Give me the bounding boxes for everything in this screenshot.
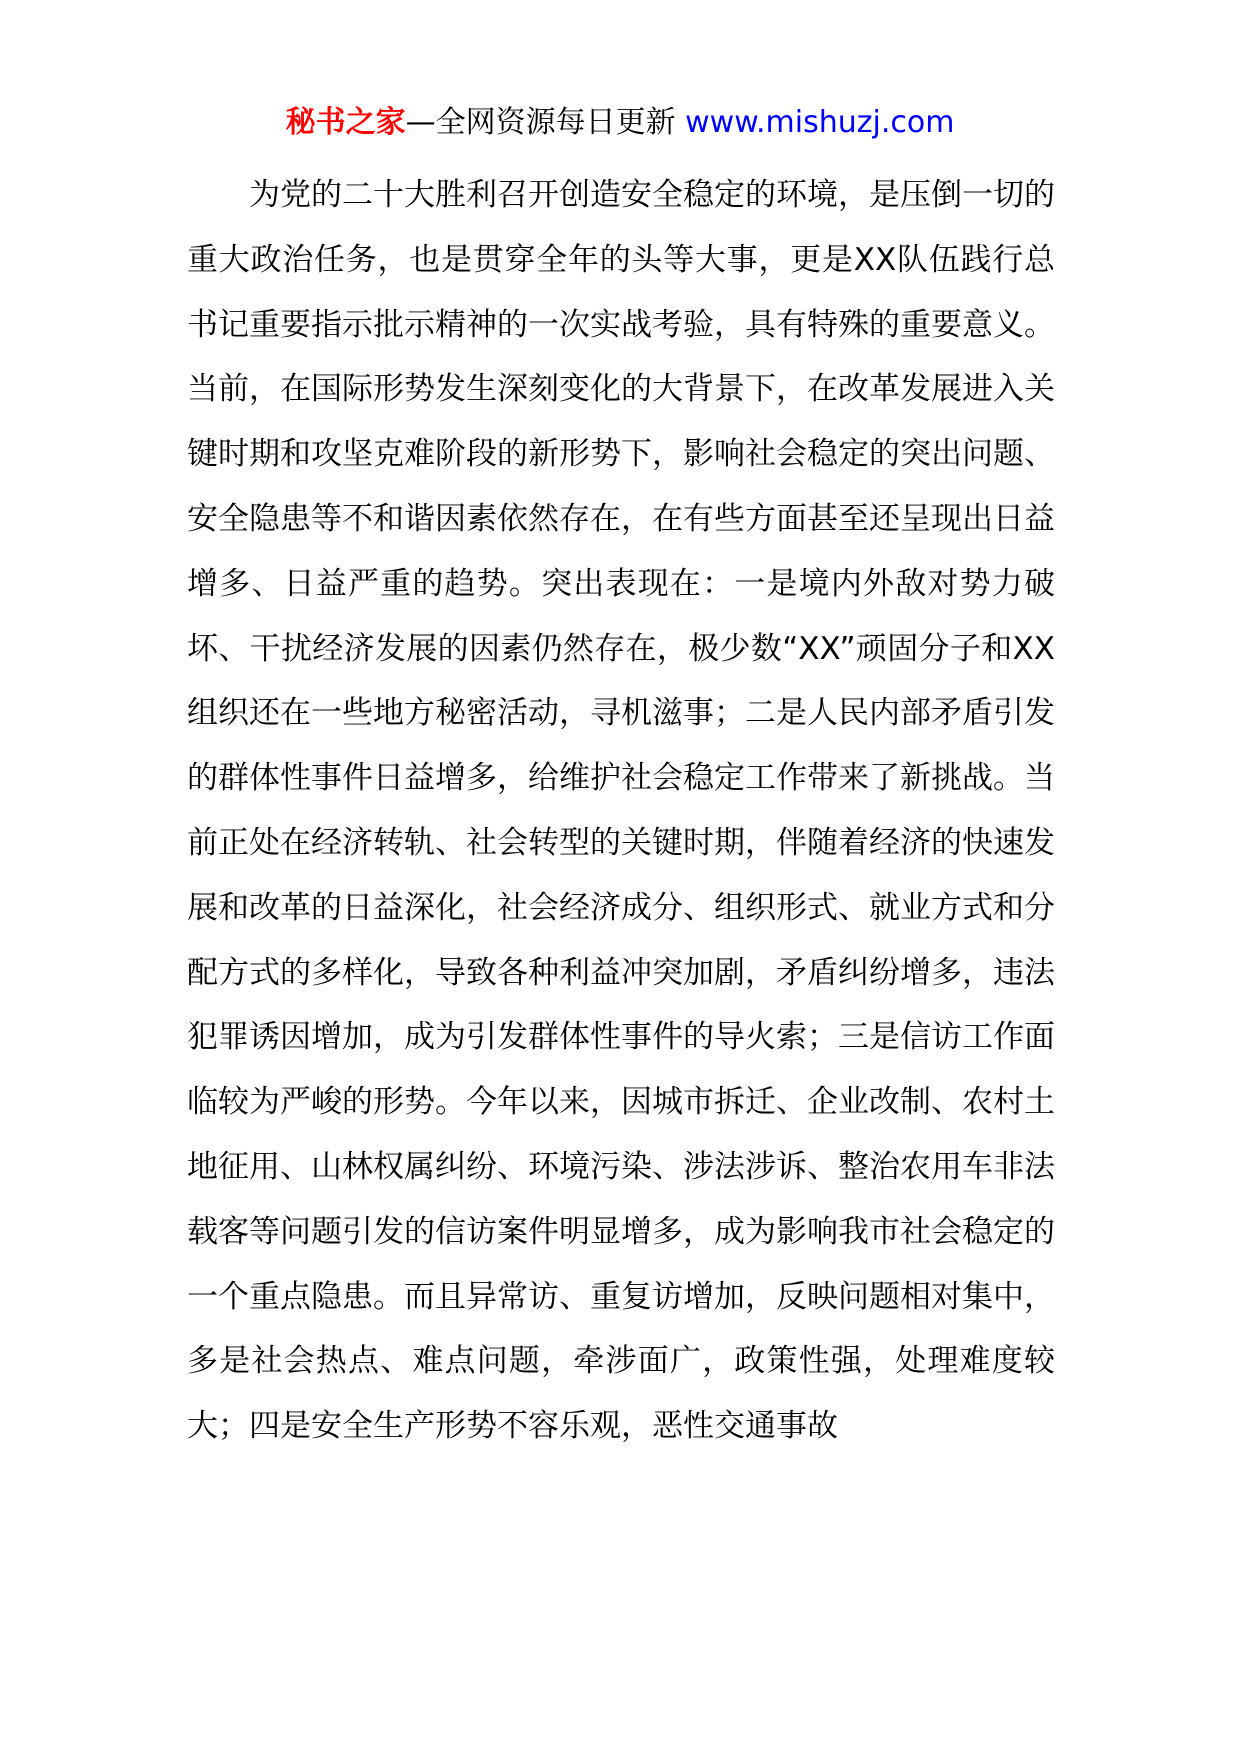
website-link[interactable]: www.mishuzj.com — [685, 105, 955, 140]
header-tagline: —全网资源每日更新 — [405, 105, 686, 140]
brand-name: 秘书之家 — [285, 105, 406, 140]
body-paragraph: 为党的二十大胜利召开创造安全稳定的环境，是压倒一切的重大政治任务，也是贯穿全年的头等大事，更是XX队伍践行总书记重要指示批示精神的一次实战考验，具有特殊的重要意义。当前，在国际形势发生深刻变化的大背景下，在改革发展进入关键时期和攻坚克难阶段的新形势下，影响社会稳定的突出问题、安全隐患等不和谐因素依然存在，在有些方面甚至还呈现出日益增多、日益严重的趋势。突出表现在：一是境内外敌对势力破坏、干扰经济发展的因素仍然存在，极少数“XX”顽固分子和XX组织还在一些地方秘密活动，寻机滋事；二是人民内部矛盾引发的群体性事件日益增多，给维护社会稳定工作带来了新挑战。当前正处在经济转轨、社会转型的关键时期，伴随着经济的快速发展和改革的日益深化，社会经济成分、组织形式、就业方式和分配方式的多样化，导致各种利益冲突加剧，矛盾纠纷增多，违法犯罪诱因增加，成为引发群体性事件的导火索；三是信访工作面临较为严峻的形势。今年以来，因城市拆迁、企业改制、农村土地征用、山林权属纠纷、环境污染、涉法涉诉、整治农用车非法载客等问题引发的信访案件明显增多，成为影响我市社会稳定的一个重点隐患。而且异常访、重复访增加，反映问题相对集中，多是社会热点、难点问题，牵涉面广，政策性强，处理难度较大；四是安全生产形势不容乐观，恶性交通事故 — [187, 177, 1055, 1445]
page-header — [0, 101, 1240, 145]
